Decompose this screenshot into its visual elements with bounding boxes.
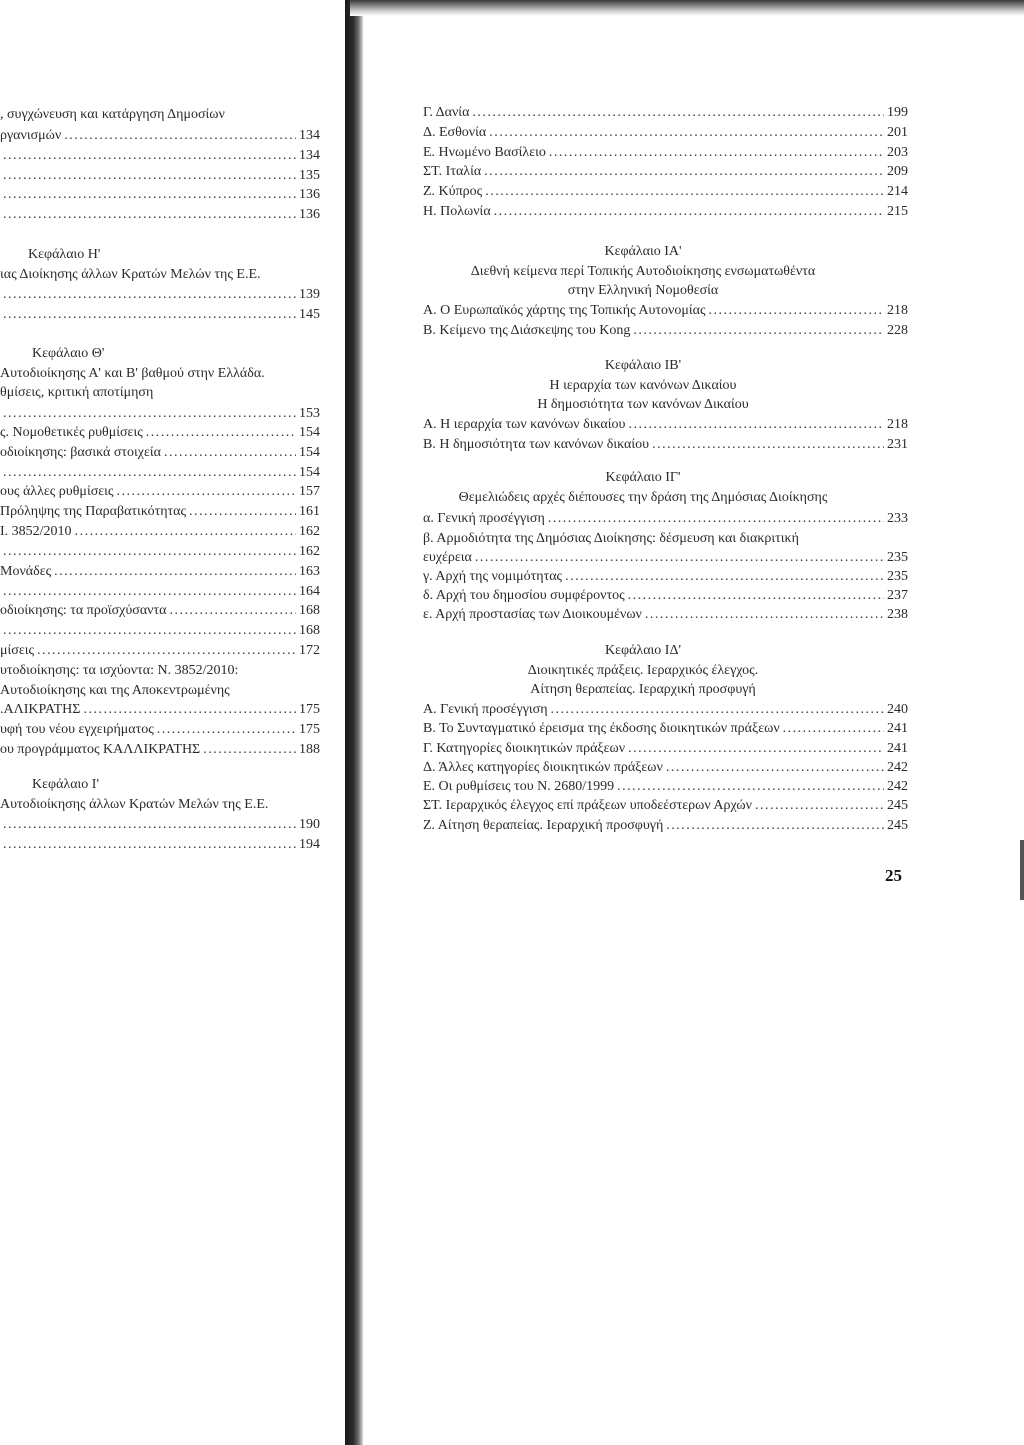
right-page — [363, 0, 1024, 1445]
chapter-subtitle: Η δημοσιότητα των κανόνων Δικαίου — [537, 397, 749, 412]
chapter-heading: Κεφάλαιο Θ' — [32, 346, 105, 361]
chapter-subtitle: Η ιεραρχία των κανόνων Δικαίου — [549, 378, 737, 393]
toc-entry: ργανισμών ..... 134 — [0, 127, 320, 145]
toc-entry: ευχέρεια ..... 235 — [423, 549, 908, 567]
chapter-subtitle: Θεμελιώδεις αρχές διέπουσες την δράση της Δημόσιας Διοίκησης — [458, 490, 828, 505]
toc-entry: ..... 190 — [0, 816, 320, 834]
toc-entry: δ. Αρχή του δημοσίου συμφέροντος ..... 237 — [423, 587, 908, 605]
chapter-subtitle: ιας Διοίκησης άλλων Κρατών Μελών της Ε.Ε. — [0, 267, 261, 282]
toc-entry: ..... 164 — [0, 583, 320, 601]
chapter-subtitle: στην Ελληνική Νομοθεσία — [567, 283, 719, 298]
toc-entry: Β. Η δημοσιότητα των κανόνων δικαίου ..... 231 — [423, 436, 908, 454]
toc-entry: Ζ. Κύπρος ..... 214 — [423, 183, 908, 201]
toc-entry: γ. Αρχή της νομιμότητας ..... 235 — [423, 568, 908, 586]
toc-entry: Δ. Άλλες κατηγορίες διοικητικών πράξεων ..... 242 — [423, 759, 908, 777]
toc-entry: Α. Η ιεραρχία των κανόνων δικαίου ..... 218 — [423, 416, 908, 434]
chapter-subtitle: Αυτοδιοίκησης Α' και Β' βαθμού στην Ελλάδα. — [0, 366, 265, 381]
toc-entry: Ε. Ηνωμένο Βασίλειο ..... 203 — [423, 144, 908, 162]
toc-entry: Α. Ο Ευρωπαϊκός χάρτης της Τοπικής Αυτονομίας ..... 218 — [423, 302, 908, 320]
chapter-heading: Κεφάλαιο ΙΔ' — [605, 643, 681, 658]
toc-entry: .ΑΛΙΚΡΑΤΗΣ ..... 175 — [0, 701, 320, 719]
toc-entry: ου προγράμματος ΚΑΛΛΙΚΡΑΤΗΣ ..... 188 — [0, 741, 320, 759]
toc-entry: ..... 194 — [0, 836, 320, 854]
toc-entry: Α. Γενική προσέγγιση ..... 240 — [423, 701, 908, 719]
page-edge-mark — [1020, 840, 1024, 900]
toc-entry: Ε. Οι ρυθμίσεις του Ν. 2680/1999 ..... 242 — [423, 778, 908, 796]
chapter-subtitle: Διεθνή κείμενα περί Τοπικής Αυτοδιοίκησης ενσωματωθέντα — [470, 264, 816, 279]
toc-entry: υφή του νέου εγχειρήματος ..... 175 — [0, 721, 320, 739]
chapter-subtitle: θμίσεις, κριτική αποτίμηση — [0, 385, 154, 400]
chapter-subtitle: Αυτοδιοίκησης άλλων Κρατών Μελών της Ε.Ε. — [0, 797, 269, 812]
toc-entry: Πρόληψης της Παραβατικότητας ..... 161 — [0, 503, 320, 521]
chapter-heading: Κεφάλαιο ΙΑ' — [604, 244, 682, 259]
left-page — [0, 0, 345, 1445]
toc-entry: ..... 136 — [0, 186, 320, 204]
toc-entry: Γ. Κατηγορίες διοικητικών πράξεων ..... 241 — [423, 740, 908, 758]
chapter-subtitle: Αίτηση θεραπείας. Ιεραρχική προσφυγή — [530, 682, 756, 697]
toc-entry: οδιοίκησης: τα προϊσχύσαντα ..... 168 — [0, 602, 320, 620]
toc-entry: ..... 135 — [0, 167, 320, 185]
intro-line: , συγχώνευση και κατάργηση Δημοσίων — [0, 107, 225, 122]
chapter-heading: Κεφάλαιο ΙΓ' — [605, 470, 681, 485]
toc-entry: α. Γενική προσέγγιση ..... 233 — [423, 510, 908, 528]
toc-entry: Ζ. Αίτηση θεραπείας. Ιεραρχική προσφυγή ..... 245 — [423, 817, 908, 835]
toc-entry: ..... 136 — [0, 206, 320, 224]
page-number: 25 — [885, 866, 902, 885]
toc-entry: Μονάδες ..... 163 — [0, 563, 320, 581]
toc-entry: οδιοίκησης: βασικά στοιχεία ..... 154 — [0, 444, 320, 462]
chapter-heading: Κεφάλαιο Ι' — [32, 777, 99, 792]
toc-entry: Β. Το Συνταγματικό έρεισμα της έκδοσης διοικητικών πράξεων ..... 241 — [423, 720, 908, 738]
toc-entry: Δ. Εσθονία ..... 201 — [423, 124, 908, 142]
toc-entry: ..... 145 — [0, 306, 320, 324]
chapter-subtitle: Διοικητικές πράξεις. Ιεραρχικός έλεγχος. — [527, 663, 759, 678]
chapter-heading: Κεφάλαιο Η' — [28, 247, 101, 262]
toc-entry: ς. Νομοθετικές ρυθμίσεις ..... 154 — [0, 424, 320, 442]
toc-entry: Ι. 3852/2010 ..... 162 — [0, 523, 320, 541]
toc-entry: ΣΤ. Ιεραρχικός έλεγχος επί πράξεων υποδεέστερων Αρχών ..... 245 — [423, 797, 908, 815]
chapter-heading: Κεφάλαιο ΙΒ' — [604, 358, 682, 373]
toc-entry: ..... 139 — [0, 286, 320, 304]
toc-text: υτοδιοίκησης: τα ισχύοντα: Ν. 3852/2010: — [0, 663, 239, 678]
toc-entry: ..... 134 — [0, 147, 320, 165]
toc-entry: ..... 153 — [0, 405, 320, 423]
toc-entry: ..... 168 — [0, 622, 320, 640]
toc-text: Αυτοδιοίκησης και της Αποκεντρωμένης — [0, 683, 230, 698]
toc-entry: ..... 154 — [0, 464, 320, 482]
toc-entry: Η. Πολωνία ..... 215 — [423, 203, 908, 221]
toc-text: β. Αρμοδιότητα της Δημόσιας Διοίκησης: δέσμευση και διακριτική — [423, 531, 799, 546]
toc-entry: ΣΤ. Ιταλία ..... 209 — [423, 163, 908, 181]
toc-entry: ους άλλες ρυθμίσεις ..... 157 — [0, 483, 320, 501]
toc-entry: ε. Αρχή προστασίας των Διοικουμένων ..... 238 — [423, 606, 908, 624]
toc-entry: ..... 162 — [0, 543, 320, 561]
toc-entry: Β. Κείμενο της Διάσκεψης του Kong ..... 228 — [423, 322, 908, 340]
toc-entry: Γ. Δανία ..... 199 — [423, 104, 908, 122]
book-gutter — [345, 0, 363, 1445]
toc-entry: μίσεις ..... 172 — [0, 642, 320, 660]
